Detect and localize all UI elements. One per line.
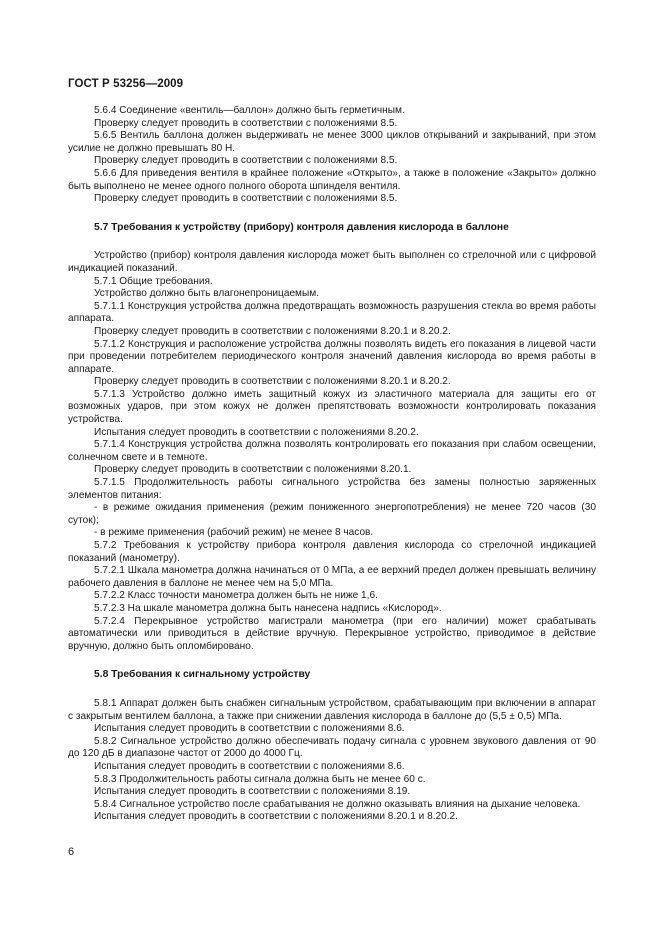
- paragraph: 5.6.5 Вентиль баллона должен выдерживать не менее 3000 циклов открываний и закрываний, при этом усилие не должно превышать 80 Н.: [68, 130, 596, 154]
- document-header: ГОСТ Р 53256—2009: [68, 78, 184, 90]
- paragraph: 5.8.1 Аппарат должен быть снабжен сигнальным устройством, срабатывающим при включении в аппарат с закрытым вентилем баллона, а также при снижении давления кислорода в баллоне до (5,5 ± 0,5) МПа.: [68, 697, 596, 722]
- paragraph: 5.7.1.4 Конструкция устройства должна позволять контролировать его показания при слабом освещении, солнечном свете и в темноте.: [68, 439, 596, 463]
- paragraph: 5.7.2.4 Перекрывное устройство магистрали манометра (при его наличии) может срабатывать автоматически или приводиться в действие вручную. Перекрывное устройство, приводимое в действие вручную, должно быть опломбировано.: [68, 615, 596, 652]
- paragraph: 5.7.1.1 Конструкция устройства должна предотвращать возможность разрушения стекла во время работы аппарата.: [68, 300, 596, 325]
- paragraph: Устройство (прибор) контроля давления кислорода может быть выполнен со стрелочной или с цифровой индикацией показаний.: [68, 250, 596, 274]
- paragraph: Испытания следует проводить в соответствии с положениями 8.20.1 и 8.20.2.: [94, 811, 458, 823]
- paragraph: Испытания следует проводить в соответствии с положениями 8.6.: [94, 760, 405, 772]
- paragraph: Испытания следует проводить в соответствии с положениями 8.6.: [94, 723, 405, 735]
- paragraph: 5.6.4 Соединение «вентиль—баллон» должно быть герметичным.: [94, 105, 405, 116]
- paragraph: 5.7.2.3 На шкале манометра должна быть нанесена надпись «Кислород».: [94, 602, 442, 614]
- paragraph: 5.8.2 Сигнальное устройство должно обеспечивать подачу сигнала с уровнем звукового давления от 90 до 120 дБ в диапазоне частот от 2000 до 4000 Гц.: [68, 735, 596, 760]
- paragraph: Испытания следует проводить в соответствии с положениями 8.19.: [94, 786, 411, 798]
- paragraph: Проверку следует проводить в соответствии с положениями 8.20.1.: [94, 464, 412, 476]
- paragraph: 5.6.6 Для приведения вентиля в крайнее положение «Открыто», а также в положение «Закрыто» должно быть выполнено не менее одного полного оборота шпинделя вентиля.: [68, 167, 596, 192]
- paragraph: Проверку следует проводить в соответствии с положениями 8.5.: [94, 193, 398, 205]
- paragraph: 5.7.2.2 Класс точности манометра должен быть не ниже 1,6.: [94, 590, 378, 602]
- section-heading: 5.8 Требования к сигнальному устройству: [94, 669, 311, 681]
- document-body: [68, 105, 596, 824]
- paragraph: - в режиме ожидания применения (режим пониженного энергопотребления) не менее 720 часов (30 суток);: [68, 502, 596, 526]
- paragraph: Проверку следует проводить в соответствии с положениями 8.20.1 и 8.20.2.: [94, 325, 451, 337]
- paragraph: 5.7.1.5 Продолжительность работы сигнального устройства без замены полностью заряженных элементов питания:: [68, 477, 596, 501]
- paragraph: 5.8.4 Сигнальное устройство после срабатывания не должно оказывать влияния на дыхание человека.: [94, 798, 581, 810]
- paragraph: Проверку следует проводить в соответствии с положениями 8.5.: [94, 117, 398, 129]
- paragraph: 5.7.2.1 Шкала манометра должна начинаться от 0 МПа, а ее верхний предел должен превышать величину рабочего давления в баллоне не менее чем на 5,0 МПа.: [68, 565, 596, 589]
- paragraph: 5.8.3 Продолжительность работы сигнала должна быть не менее 60 с.: [94, 773, 426, 785]
- paragraph: Проверку следует проводить в соответствии с положениями 8.5.: [94, 155, 398, 167]
- paragraph: Проверку следует проводить в соответствии с положениями 8.20.1 и 8.20.2.: [94, 376, 451, 388]
- paragraph: Устройство должно быть влагонепроницаемым.: [94, 288, 319, 300]
- paragraph: - в режиме применения (рабочий режим) не менее 8 часов.: [94, 527, 374, 539]
- paragraph: 5.7.1 Общие требования.: [94, 275, 213, 287]
- paragraph: 5.7.1.2 Конструкция и расположение устройства должны позволять видеть его показания в лицевой части при проведении потребителем периодического контроля значений давления кислорода во время работы в аппарате.: [68, 338, 596, 375]
- page-number: 6: [68, 846, 75, 858]
- section-heading: 5.7 Требования к устройству (прибору) контроля давления кислорода в баллоне: [94, 221, 509, 233]
- paragraph: 5.7.2 Требования к устройству прибора контроля давления кислорода со стрелочной индикацией показаний (манометру).: [68, 540, 596, 564]
- paragraph: 5.7.1.3 Устройство должно иметь защитный кожух из эластичного материала для защиты его от возможных ударов, при этом кожух не должен препятствовать возможности контролировать показания устройства.: [68, 388, 596, 426]
- paragraph: Испытания следует проводить в соответствии с положениями 8.20.2.: [94, 426, 419, 438]
